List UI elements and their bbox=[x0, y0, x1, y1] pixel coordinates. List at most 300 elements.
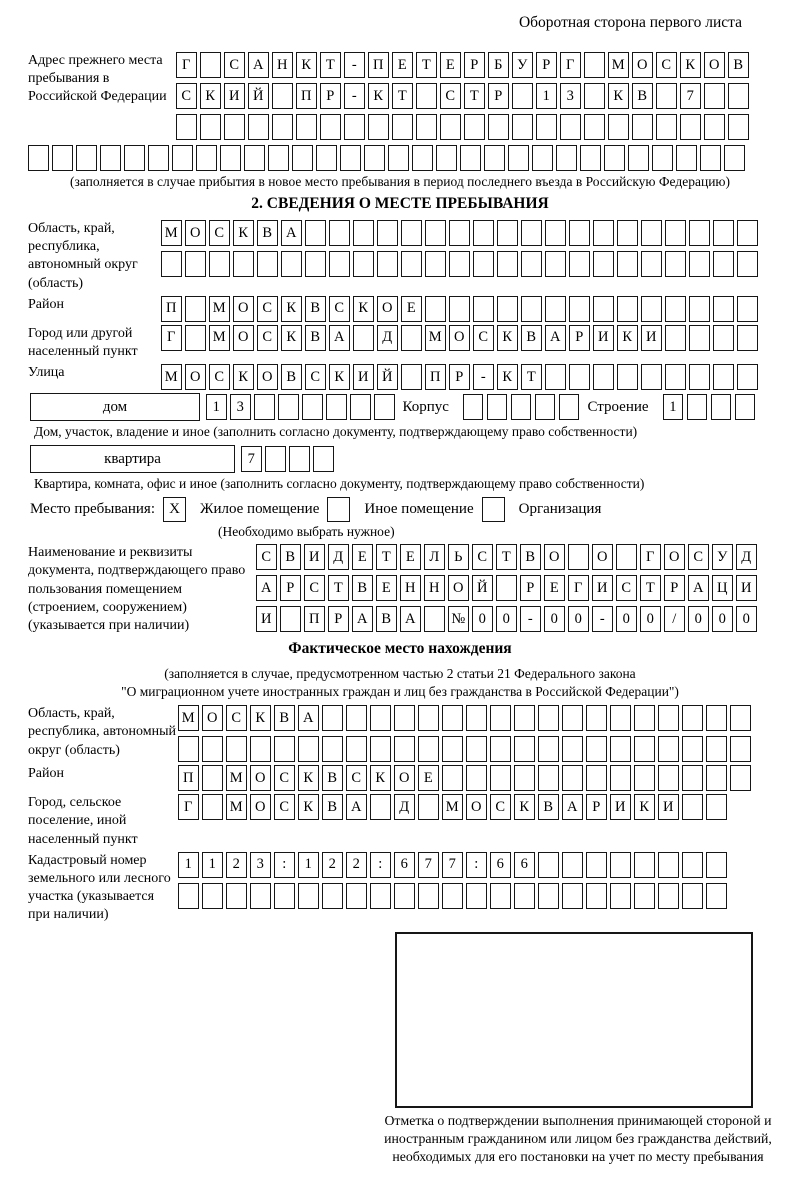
form-cell[interactable]: 3 bbox=[560, 83, 581, 109]
form-cell[interactable]: Р bbox=[586, 794, 607, 820]
form-cell[interactable] bbox=[233, 251, 254, 277]
form-cell[interactable] bbox=[713, 220, 734, 246]
form-cell[interactable]: - bbox=[344, 52, 365, 78]
form-cell[interactable] bbox=[532, 145, 553, 171]
form-cell[interactable]: В bbox=[257, 220, 278, 246]
form-cell[interactable]: И bbox=[736, 575, 757, 601]
form-cell[interactable]: С bbox=[257, 296, 278, 322]
form-cell[interactable] bbox=[521, 296, 542, 322]
form-cell[interactable]: Ь bbox=[448, 544, 469, 570]
form-cell[interactable]: В bbox=[305, 296, 326, 322]
form-cell[interactable]: С bbox=[256, 544, 277, 570]
form-cell[interactable]: Н bbox=[400, 575, 421, 601]
form-cell[interactable]: К bbox=[608, 83, 629, 109]
form-cell[interactable] bbox=[514, 705, 535, 731]
form-cell[interactable] bbox=[730, 705, 751, 731]
form-cell[interactable] bbox=[196, 145, 217, 171]
form-cell[interactable]: Г bbox=[568, 575, 589, 601]
form-cell[interactable] bbox=[178, 736, 199, 762]
form-cell[interactable] bbox=[401, 251, 422, 277]
form-cell[interactable] bbox=[689, 251, 710, 277]
form-cell[interactable] bbox=[658, 705, 679, 731]
form-cell[interactable] bbox=[313, 446, 334, 472]
form-cell[interactable] bbox=[665, 296, 686, 322]
form-cell[interactable] bbox=[416, 114, 437, 140]
form-cell[interactable] bbox=[610, 736, 631, 762]
form-cell[interactable] bbox=[682, 765, 703, 791]
form-cell[interactable]: К bbox=[353, 296, 374, 322]
form-cell[interactable]: О bbox=[466, 794, 487, 820]
form-cell[interactable]: : bbox=[274, 852, 295, 878]
form-cell[interactable]: А bbox=[352, 606, 373, 632]
form-cell[interactable]: 0 bbox=[640, 606, 661, 632]
form-cell[interactable] bbox=[569, 251, 590, 277]
form-cell[interactable] bbox=[464, 114, 485, 140]
form-cell[interactable] bbox=[737, 251, 758, 277]
form-cell[interactable]: П bbox=[304, 606, 325, 632]
form-cell[interactable]: 0 bbox=[472, 606, 493, 632]
form-cell[interactable] bbox=[632, 114, 653, 140]
form-cell[interactable]: П bbox=[296, 83, 317, 109]
form-cell[interactable] bbox=[370, 736, 391, 762]
form-cell[interactable] bbox=[508, 145, 529, 171]
form-cell[interactable] bbox=[316, 145, 337, 171]
form-cell[interactable] bbox=[298, 883, 319, 909]
form-cell[interactable] bbox=[305, 251, 326, 277]
form-cell[interactable]: О bbox=[632, 52, 653, 78]
form-cell[interactable]: М bbox=[442, 794, 463, 820]
form-cell[interactable] bbox=[76, 145, 97, 171]
form-cell[interactable] bbox=[368, 114, 389, 140]
form-cell[interactable]: Е bbox=[376, 575, 397, 601]
form-cell[interactable]: Р bbox=[320, 83, 341, 109]
form-cell[interactable] bbox=[394, 883, 415, 909]
form-cell[interactable] bbox=[364, 145, 385, 171]
form-cell[interactable]: В bbox=[305, 325, 326, 351]
form-cell[interactable] bbox=[370, 794, 391, 820]
form-cell[interactable] bbox=[442, 765, 463, 791]
form-cell[interactable] bbox=[735, 394, 756, 420]
form-cell[interactable] bbox=[634, 736, 655, 762]
form-cell[interactable] bbox=[268, 145, 289, 171]
form-cell[interactable] bbox=[449, 251, 470, 277]
form-cell[interactable] bbox=[416, 83, 437, 109]
form-cell[interactable] bbox=[556, 145, 577, 171]
form-cell[interactable] bbox=[610, 765, 631, 791]
form-cell[interactable]: В bbox=[376, 606, 397, 632]
form-cell[interactable] bbox=[394, 705, 415, 731]
form-cell[interactable]: : bbox=[466, 852, 487, 878]
form-cell[interactable]: О bbox=[377, 296, 398, 322]
form-cell[interactable]: А bbox=[400, 606, 421, 632]
form-cell[interactable]: Е bbox=[400, 544, 421, 570]
form-cell[interactable]: П bbox=[368, 52, 389, 78]
form-cell[interactable]: К bbox=[200, 83, 221, 109]
form-cell[interactable] bbox=[449, 296, 470, 322]
form-cell[interactable]: И bbox=[353, 364, 374, 390]
form-cell[interactable] bbox=[634, 883, 655, 909]
form-cell[interactable] bbox=[460, 145, 481, 171]
form-cell[interactable] bbox=[512, 83, 533, 109]
form-cell[interactable] bbox=[713, 296, 734, 322]
form-cell[interactable]: И bbox=[641, 325, 662, 351]
form-cell[interactable] bbox=[302, 394, 323, 420]
form-cell[interactable]: Т bbox=[496, 544, 517, 570]
form-cell[interactable] bbox=[244, 145, 265, 171]
form-cell[interactable] bbox=[148, 145, 169, 171]
form-cell[interactable] bbox=[545, 220, 566, 246]
form-cell[interactable] bbox=[490, 736, 511, 762]
form-cell[interactable] bbox=[418, 794, 439, 820]
form-cell[interactable] bbox=[617, 220, 638, 246]
form-cell[interactable]: В bbox=[322, 765, 343, 791]
form-cell[interactable]: И bbox=[610, 794, 631, 820]
form-cell[interactable] bbox=[728, 114, 749, 140]
form-cell[interactable]: В bbox=[274, 705, 295, 731]
form-cell[interactable]: К bbox=[296, 52, 317, 78]
form-cell[interactable]: А bbox=[281, 220, 302, 246]
form-cell[interactable] bbox=[226, 736, 247, 762]
form-cell[interactable] bbox=[641, 220, 662, 246]
form-cell[interactable] bbox=[545, 296, 566, 322]
form-cell[interactable]: Г bbox=[176, 52, 197, 78]
form-cell[interactable]: О bbox=[448, 575, 469, 601]
form-cell[interactable] bbox=[700, 145, 721, 171]
form-cell[interactable] bbox=[536, 114, 557, 140]
form-cell[interactable] bbox=[425, 251, 446, 277]
form-cell[interactable]: Ц bbox=[712, 575, 733, 601]
form-cell[interactable] bbox=[466, 765, 487, 791]
form-cell[interactable] bbox=[730, 765, 751, 791]
form-cell[interactable] bbox=[682, 705, 703, 731]
form-cell[interactable]: М bbox=[209, 325, 230, 351]
form-cell[interactable] bbox=[401, 364, 422, 390]
checkbox-organizatsiya[interactable] bbox=[482, 497, 505, 522]
form-cell[interactable] bbox=[442, 736, 463, 762]
form-cell[interactable]: П bbox=[425, 364, 446, 390]
form-cell[interactable]: Е bbox=[440, 52, 461, 78]
form-cell[interactable]: Н bbox=[272, 52, 293, 78]
form-cell[interactable] bbox=[305, 220, 326, 246]
form-cell[interactable] bbox=[584, 83, 605, 109]
form-cell[interactable]: У bbox=[712, 544, 733, 570]
form-cell[interactable]: К bbox=[281, 325, 302, 351]
form-cell[interactable] bbox=[641, 251, 662, 277]
form-cell[interactable] bbox=[512, 114, 533, 140]
form-cell[interactable]: И bbox=[658, 794, 679, 820]
form-cell[interactable] bbox=[442, 883, 463, 909]
form-cell[interactable]: В bbox=[521, 325, 542, 351]
form-cell[interactable] bbox=[466, 883, 487, 909]
form-cell[interactable]: Г bbox=[161, 325, 182, 351]
form-cell[interactable] bbox=[346, 883, 367, 909]
form-cell[interactable]: К bbox=[329, 364, 350, 390]
form-cell[interactable] bbox=[320, 114, 341, 140]
form-cell[interactable] bbox=[538, 852, 559, 878]
form-cell[interactable] bbox=[706, 852, 727, 878]
form-cell[interactable] bbox=[586, 705, 607, 731]
checkbox-zhiloe[interactable]: X bbox=[163, 497, 186, 522]
form-cell[interactable] bbox=[535, 394, 556, 420]
form-cell[interactable]: О bbox=[664, 544, 685, 570]
form-cell[interactable]: Е bbox=[544, 575, 565, 601]
form-cell[interactable] bbox=[265, 446, 286, 472]
form-cell[interactable] bbox=[274, 883, 295, 909]
form-cell[interactable] bbox=[586, 852, 607, 878]
form-cell[interactable]: Р bbox=[280, 575, 301, 601]
form-cell[interactable]: 0 bbox=[496, 606, 517, 632]
form-cell[interactable] bbox=[706, 794, 727, 820]
form-cell[interactable]: Т bbox=[320, 52, 341, 78]
form-cell[interactable]: Е bbox=[401, 296, 422, 322]
form-cell[interactable] bbox=[388, 145, 409, 171]
form-cell[interactable] bbox=[586, 765, 607, 791]
form-cell[interactable] bbox=[449, 220, 470, 246]
form-cell[interactable] bbox=[329, 251, 350, 277]
form-cell[interactable] bbox=[257, 251, 278, 277]
form-cell[interactable]: С bbox=[209, 364, 230, 390]
form-cell[interactable]: Д bbox=[736, 544, 757, 570]
form-cell[interactable] bbox=[730, 736, 751, 762]
form-cell[interactable]: 6 bbox=[490, 852, 511, 878]
form-cell[interactable] bbox=[665, 364, 686, 390]
form-cell[interactable]: - bbox=[592, 606, 613, 632]
form-cell[interactable]: В bbox=[281, 364, 302, 390]
form-cell[interactable] bbox=[538, 705, 559, 731]
form-cell[interactable]: О bbox=[394, 765, 415, 791]
form-cell[interactable]: - bbox=[344, 83, 365, 109]
form-cell[interactable]: О bbox=[592, 544, 613, 570]
form-cell[interactable] bbox=[610, 705, 631, 731]
form-cell[interactable] bbox=[424, 606, 445, 632]
form-cell[interactable]: 0 bbox=[688, 606, 709, 632]
form-cell[interactable]: С bbox=[274, 765, 295, 791]
form-cell[interactable]: М bbox=[608, 52, 629, 78]
form-cell[interactable] bbox=[202, 883, 223, 909]
form-cell[interactable] bbox=[652, 145, 673, 171]
form-cell[interactable] bbox=[466, 736, 487, 762]
form-cell[interactable] bbox=[473, 220, 494, 246]
form-cell[interactable] bbox=[634, 765, 655, 791]
form-cell[interactable] bbox=[728, 83, 749, 109]
form-cell[interactable]: К bbox=[617, 325, 638, 351]
form-cell[interactable]: М bbox=[226, 794, 247, 820]
form-cell[interactable]: Е bbox=[392, 52, 413, 78]
form-cell[interactable]: П bbox=[161, 296, 182, 322]
form-cell[interactable] bbox=[656, 114, 677, 140]
form-cell[interactable] bbox=[176, 114, 197, 140]
form-cell[interactable]: К bbox=[497, 364, 518, 390]
form-cell[interactable] bbox=[463, 394, 484, 420]
checkbox-inoe[interactable] bbox=[327, 497, 350, 522]
form-cell[interactable]: Р bbox=[536, 52, 557, 78]
form-cell[interactable] bbox=[401, 325, 422, 351]
form-cell[interactable] bbox=[161, 251, 182, 277]
form-cell[interactable] bbox=[178, 883, 199, 909]
form-cell[interactable]: К bbox=[680, 52, 701, 78]
form-cell[interactable] bbox=[440, 114, 461, 140]
form-cell[interactable] bbox=[568, 544, 589, 570]
form-cell[interactable] bbox=[344, 114, 365, 140]
form-cell[interactable] bbox=[584, 114, 605, 140]
form-cell[interactable] bbox=[401, 220, 422, 246]
form-cell[interactable]: / bbox=[664, 606, 685, 632]
form-cell[interactable] bbox=[511, 394, 532, 420]
form-cell[interactable] bbox=[488, 114, 509, 140]
form-cell[interactable] bbox=[496, 575, 517, 601]
form-cell[interactable] bbox=[580, 145, 601, 171]
form-cell[interactable] bbox=[689, 364, 710, 390]
form-cell[interactable] bbox=[665, 251, 686, 277]
form-cell[interactable] bbox=[586, 883, 607, 909]
form-cell[interactable]: К bbox=[298, 794, 319, 820]
form-cell[interactable]: А bbox=[329, 325, 350, 351]
form-cell[interactable] bbox=[704, 83, 725, 109]
form-cell[interactable]: Т bbox=[521, 364, 542, 390]
form-cell[interactable] bbox=[281, 251, 302, 277]
form-cell[interactable] bbox=[610, 883, 631, 909]
form-cell[interactable]: Л bbox=[424, 544, 445, 570]
form-cell[interactable]: С bbox=[490, 794, 511, 820]
form-cell[interactable] bbox=[584, 52, 605, 78]
form-cell[interactable] bbox=[569, 296, 590, 322]
form-cell[interactable] bbox=[326, 394, 347, 420]
form-cell[interactable] bbox=[617, 364, 638, 390]
form-cell[interactable]: 1 bbox=[536, 83, 557, 109]
form-cell[interactable] bbox=[374, 394, 395, 420]
form-cell[interactable]: 2 bbox=[346, 852, 367, 878]
form-cell[interactable]: В bbox=[632, 83, 653, 109]
form-cell[interactable]: 7 bbox=[442, 852, 463, 878]
form-cell[interactable] bbox=[185, 296, 206, 322]
form-cell[interactable] bbox=[124, 145, 145, 171]
form-cell[interactable]: Г bbox=[178, 794, 199, 820]
form-cell[interactable] bbox=[658, 852, 679, 878]
form-cell[interactable] bbox=[706, 765, 727, 791]
form-cell[interactable] bbox=[617, 251, 638, 277]
form-cell[interactable] bbox=[713, 364, 734, 390]
form-cell[interactable] bbox=[713, 251, 734, 277]
form-cell[interactable] bbox=[665, 325, 686, 351]
form-cell[interactable] bbox=[442, 705, 463, 731]
form-cell[interactable] bbox=[484, 145, 505, 171]
form-cell[interactable] bbox=[610, 852, 631, 878]
form-cell[interactable] bbox=[202, 765, 223, 791]
form-cell[interactable]: А bbox=[688, 575, 709, 601]
form-cell[interactable] bbox=[634, 705, 655, 731]
form-cell[interactable]: И bbox=[256, 606, 277, 632]
form-cell[interactable] bbox=[641, 296, 662, 322]
form-cell[interactable] bbox=[545, 251, 566, 277]
form-cell[interactable]: А bbox=[256, 575, 277, 601]
form-cell[interactable] bbox=[322, 736, 343, 762]
form-cell[interactable] bbox=[497, 251, 518, 277]
form-cell[interactable] bbox=[545, 364, 566, 390]
form-cell[interactable] bbox=[298, 736, 319, 762]
form-cell[interactable] bbox=[562, 736, 583, 762]
form-cell[interactable] bbox=[412, 145, 433, 171]
form-cell[interactable]: А bbox=[248, 52, 269, 78]
form-cell[interactable] bbox=[514, 765, 535, 791]
form-cell[interactable]: И bbox=[593, 325, 614, 351]
form-cell[interactable] bbox=[289, 446, 310, 472]
form-cell[interactable]: К bbox=[497, 325, 518, 351]
form-cell[interactable]: Т bbox=[392, 83, 413, 109]
form-cell[interactable] bbox=[370, 705, 391, 731]
form-cell[interactable] bbox=[185, 251, 206, 277]
form-cell[interactable]: В bbox=[352, 575, 373, 601]
form-cell[interactable] bbox=[100, 145, 121, 171]
form-cell[interactable] bbox=[586, 736, 607, 762]
form-cell[interactable] bbox=[560, 114, 581, 140]
form-cell[interactable] bbox=[737, 364, 758, 390]
form-cell[interactable] bbox=[706, 736, 727, 762]
form-cell[interactable]: С bbox=[656, 52, 677, 78]
form-cell[interactable]: - bbox=[520, 606, 541, 632]
form-cell[interactable] bbox=[425, 296, 446, 322]
form-cell[interactable]: О bbox=[250, 765, 271, 791]
form-cell[interactable] bbox=[737, 296, 758, 322]
form-cell[interactable] bbox=[514, 736, 535, 762]
form-cell[interactable]: О bbox=[185, 220, 206, 246]
form-cell[interactable] bbox=[665, 220, 686, 246]
form-cell[interactable]: К bbox=[368, 83, 389, 109]
form-cell[interactable]: 2 bbox=[226, 852, 247, 878]
form-cell[interactable] bbox=[209, 251, 230, 277]
form-cell[interactable] bbox=[490, 705, 511, 731]
form-cell[interactable] bbox=[521, 220, 542, 246]
form-cell[interactable] bbox=[377, 220, 398, 246]
form-cell[interactable] bbox=[425, 220, 446, 246]
form-cell[interactable] bbox=[353, 220, 374, 246]
form-cell[interactable]: К bbox=[250, 705, 271, 731]
form-cell[interactable]: Б bbox=[488, 52, 509, 78]
form-cell[interactable]: К bbox=[514, 794, 535, 820]
form-cell[interactable] bbox=[641, 364, 662, 390]
form-cell[interactable] bbox=[346, 736, 367, 762]
form-cell[interactable] bbox=[689, 220, 710, 246]
form-cell[interactable] bbox=[689, 325, 710, 351]
form-cell[interactable] bbox=[473, 296, 494, 322]
form-cell[interactable] bbox=[278, 394, 299, 420]
form-cell[interactable] bbox=[682, 852, 703, 878]
form-cell[interactable] bbox=[296, 114, 317, 140]
form-cell[interactable]: Р bbox=[664, 575, 685, 601]
form-cell[interactable] bbox=[200, 114, 221, 140]
form-cell[interactable]: Е bbox=[352, 544, 373, 570]
form-cell[interactable] bbox=[538, 736, 559, 762]
form-cell[interactable] bbox=[418, 705, 439, 731]
form-cell[interactable] bbox=[292, 145, 313, 171]
form-cell[interactable]: Т bbox=[464, 83, 485, 109]
form-cell[interactable]: С bbox=[176, 83, 197, 109]
form-cell[interactable]: 7 bbox=[418, 852, 439, 878]
form-cell[interactable] bbox=[676, 145, 697, 171]
form-cell[interactable]: С bbox=[305, 364, 326, 390]
form-cell[interactable]: Р bbox=[449, 364, 470, 390]
form-cell[interactable]: Т bbox=[640, 575, 661, 601]
form-cell[interactable] bbox=[322, 705, 343, 731]
form-cell[interactable] bbox=[706, 883, 727, 909]
form-cell[interactable] bbox=[200, 52, 221, 78]
form-cell[interactable] bbox=[226, 883, 247, 909]
form-cell[interactable] bbox=[377, 251, 398, 277]
form-cell[interactable]: О bbox=[544, 544, 565, 570]
form-cell[interactable] bbox=[353, 325, 374, 351]
form-cell[interactable] bbox=[466, 705, 487, 731]
form-cell[interactable] bbox=[593, 296, 614, 322]
form-cell[interactable] bbox=[224, 114, 245, 140]
